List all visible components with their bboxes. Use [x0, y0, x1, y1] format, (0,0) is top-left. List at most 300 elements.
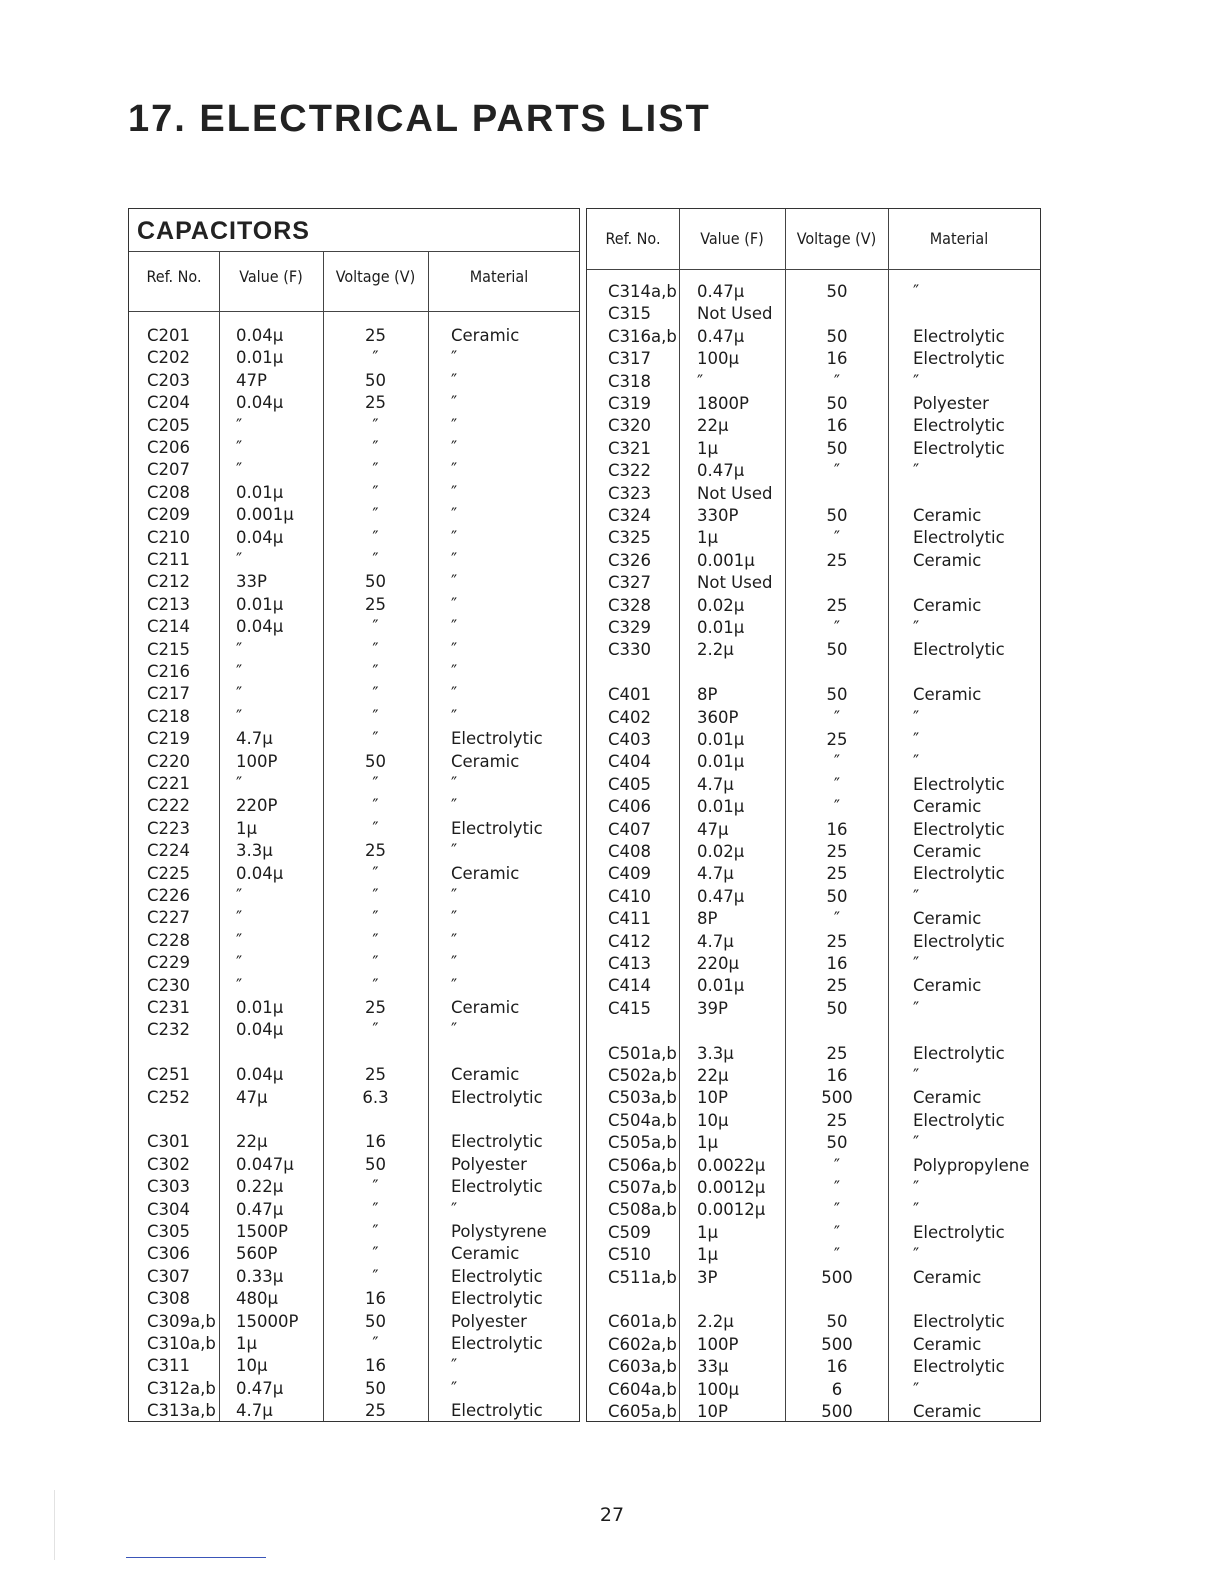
- ref-cell: C605a,b: [608, 1402, 677, 1421]
- voltage-cell: 25: [826, 730, 848, 749]
- table-row: [129, 975, 579, 997]
- ref-cell: C302: [147, 1154, 191, 1174]
- value-cell: 0.33μ: [236, 1266, 284, 1286]
- value-cell: 330P: [697, 506, 739, 525]
- material-cell: Polystyrene: [451, 1222, 547, 1241]
- value-cell: 4.7μ: [697, 774, 734, 794]
- table-row: [587, 662, 1040, 684]
- voltage-cell: ″: [833, 707, 841, 727]
- material-cell: ″: [451, 550, 458, 569]
- voltage-cell: ″: [372, 505, 379, 525]
- voltage-cell: 25: [826, 1043, 848, 1063]
- voltage-cell: 25: [826, 1110, 848, 1130]
- voltage-cell: 500: [821, 1267, 853, 1287]
- table-row: [129, 728, 579, 750]
- value-cell: 8P: [697, 909, 718, 929]
- material-cell: ″: [451, 774, 458, 793]
- table-row: [587, 303, 1040, 325]
- table-row: [587, 1379, 1040, 1401]
- voltage-cell: ″: [833, 1178, 841, 1197]
- table-row: [129, 325, 579, 347]
- table-row: [587, 1110, 1040, 1132]
- voltage-cell: ″: [833, 371, 841, 391]
- material-cell: Polyester: [451, 1311, 527, 1331]
- material-cell: Polypropylene: [913, 1155, 1030, 1175]
- material-cell: Ceramic: [913, 1267, 982, 1287]
- value-cell: 0.001μ: [697, 550, 755, 570]
- value-cell: 0.04μ: [236, 1065, 284, 1085]
- table-row: [587, 1199, 1040, 1221]
- table-row: [129, 1064, 579, 1086]
- value-cell: 100P: [697, 1334, 739, 1354]
- ref-cell: C314a,b: [608, 282, 677, 301]
- value-cell: 22μ: [697, 1066, 729, 1085]
- value-cell: 100μ: [697, 349, 739, 369]
- ref-cell: C510: [608, 1245, 652, 1265]
- ref-cell: C232: [147, 1020, 191, 1040]
- page-title: 17. ELECTRICAL PARTS LIST: [128, 98, 711, 140]
- ref-cell: C501a,b: [608, 1043, 677, 1063]
- table-row: [587, 729, 1040, 751]
- voltage-cell: 25: [365, 594, 386, 614]
- ref-cell: C321: [608, 438, 652, 458]
- ref-cell: C506a,b: [608, 1155, 677, 1175]
- material-cell: Polyester: [913, 394, 989, 413]
- table-row: [587, 841, 1040, 863]
- material-cell: Electrolytic: [451, 1334, 543, 1353]
- material-cell: Ceramic: [451, 863, 520, 883]
- material-cell: Electrolytic: [451, 729, 543, 749]
- table-row: [129, 1199, 579, 1221]
- material-cell: ″: [913, 730, 920, 749]
- table-row: [587, 527, 1040, 549]
- table-row: [129, 661, 579, 683]
- ref-cell: C307: [147, 1266, 191, 1286]
- material-cell: Electrolytic: [913, 819, 1005, 839]
- material-cell: Ceramic: [913, 685, 982, 705]
- material-cell: ″: [451, 594, 458, 614]
- value-cell: 15000P: [236, 1311, 299, 1331]
- voltage-cell: ″: [372, 617, 379, 637]
- ref-cell: C305: [147, 1222, 191, 1241]
- voltage-cell: 500: [821, 1088, 853, 1108]
- value-cell: 0.22μ: [236, 1177, 284, 1197]
- table-row: [587, 953, 1040, 975]
- ref-cell: C404: [608, 752, 652, 772]
- material-cell: ″: [451, 1356, 458, 1376]
- voltage-cell: ″: [833, 797, 841, 817]
- voltage-cell: ″: [833, 528, 841, 548]
- value-cell: ″: [236, 662, 243, 681]
- value-cell: 4.7μ: [236, 729, 273, 749]
- value-cell: 3.3μ: [697, 1043, 734, 1063]
- material-cell: Ceramic: [913, 909, 982, 929]
- value-cell: ″: [236, 684, 243, 704]
- material-cell: Ceramic: [451, 751, 520, 771]
- material-cell: ″: [913, 618, 920, 637]
- ref-cell: C503a,b: [608, 1088, 677, 1108]
- value-cell: 0.0012μ: [697, 1200, 766, 1220]
- value-cell: ″: [236, 953, 243, 973]
- divider: [129, 311, 579, 312]
- table-row: [587, 684, 1040, 706]
- voltage-cell: ″: [372, 1266, 379, 1286]
- material-cell: Polyester: [451, 1154, 527, 1174]
- value-cell: 0.04μ: [236, 393, 284, 413]
- table-row: [129, 482, 579, 504]
- material-cell: Ceramic: [913, 1088, 982, 1108]
- value-cell: ″: [697, 371, 704, 391]
- value-cell: 3.3μ: [236, 841, 273, 861]
- ref-cell: C413: [608, 954, 652, 973]
- voltage-cell: 50: [826, 998, 848, 1018]
- value-cell: 1μ: [697, 1133, 718, 1153]
- voltage-cell: 25: [826, 595, 848, 615]
- value-cell: 0.04μ: [236, 326, 284, 345]
- value-cell: 33μ: [697, 1357, 729, 1377]
- value-cell: 100P: [236, 751, 278, 771]
- voltage-cell: ″: [833, 909, 841, 929]
- material-cell: Electrolytic: [913, 774, 1005, 794]
- table-row: [587, 1065, 1040, 1087]
- value-cell: 0.47μ: [697, 282, 745, 301]
- value-cell: 4.7μ: [697, 931, 734, 951]
- material-cell: Electrolytic: [451, 1177, 543, 1197]
- value-cell: 3P: [697, 1267, 718, 1287]
- value-cell: 1800P: [697, 394, 749, 413]
- value-cell: 1μ: [236, 818, 257, 838]
- value-cell: 0.01μ: [697, 618, 745, 637]
- voltage-cell: 16: [826, 954, 848, 973]
- table-row: [129, 952, 579, 974]
- value-cell: 10μ: [697, 1110, 729, 1130]
- ref-cell: C222: [147, 796, 191, 816]
- ref-cell: C204: [147, 393, 191, 413]
- voltage-cell: 16: [826, 819, 848, 839]
- voltage-cell: ″: [833, 618, 841, 637]
- material-cell: ″: [451, 908, 458, 928]
- table-row: [129, 706, 579, 728]
- table-row: [587, 1356, 1040, 1378]
- material-cell: Electrolytic: [913, 1222, 1005, 1242]
- material-cell: Ceramic: [451, 1065, 520, 1085]
- material-cell: ″: [451, 639, 458, 659]
- voltage-cell: 50: [365, 1378, 386, 1398]
- ref-cell: C509: [608, 1222, 652, 1242]
- material-cell: Electrolytic: [913, 1110, 1005, 1130]
- value-cell: ″: [236, 550, 243, 569]
- table-row: [587, 1289, 1040, 1311]
- value-cell: ″: [236, 706, 243, 726]
- value-cell: ″: [236, 908, 243, 928]
- material-cell: ″: [913, 371, 920, 391]
- ref-cell: C323: [608, 483, 652, 503]
- table-row: [129, 392, 579, 414]
- ref-cell: C311: [147, 1356, 191, 1376]
- material-cell: ″: [913, 954, 920, 973]
- ref-cell: C312a,b: [147, 1378, 216, 1398]
- table-row: [587, 639, 1040, 661]
- voltage-cell: 25: [365, 326, 386, 345]
- voltage-cell: ″: [372, 1020, 379, 1040]
- ref-cell: C229: [147, 953, 191, 973]
- value-cell: 0.04μ: [236, 617, 284, 637]
- ref-cell: C315: [608, 304, 652, 324]
- material-cell: ″: [451, 930, 458, 950]
- table-row: [587, 931, 1040, 953]
- value-cell: 220P: [236, 796, 278, 816]
- voltage-cell: 50: [826, 685, 848, 705]
- footer-rule: [126, 1557, 266, 1558]
- ref-cell: C409: [608, 864, 652, 884]
- voltage-cell: ″: [372, 818, 379, 838]
- ref-cell: C327: [608, 573, 652, 593]
- table-row: [587, 1401, 1040, 1423]
- value-cell: 0.47μ: [697, 461, 745, 481]
- voltage-cell: ″: [372, 796, 379, 816]
- table-row: [129, 818, 579, 840]
- ref-cell: C211: [147, 550, 191, 569]
- voltage-cell: 25: [365, 1401, 386, 1421]
- voltage-cell: 50: [826, 1133, 848, 1153]
- voltage-cell: 16: [365, 1132, 386, 1152]
- ref-cell: C507a,b: [608, 1178, 677, 1197]
- ref-cell: C208: [147, 482, 191, 502]
- voltage-cell: ″: [372, 886, 379, 905]
- value-cell: ″: [236, 774, 243, 793]
- voltage-cell: 50: [365, 370, 386, 390]
- table-row: [129, 616, 579, 638]
- material-cell: ″: [451, 505, 458, 525]
- table-row: [587, 415, 1040, 437]
- ref-cell: C414: [608, 976, 652, 996]
- voltage-cell: ″: [372, 684, 379, 704]
- value-cell: 0.02μ: [697, 842, 745, 861]
- value-cell: 22μ: [236, 1132, 268, 1152]
- ref-cell: C325: [608, 528, 652, 548]
- value-cell: 10P: [697, 1088, 728, 1108]
- column-header-material: Material: [469, 267, 529, 286]
- value-cell: 0.01μ: [236, 482, 284, 502]
- ref-cell: C601a,b: [608, 1312, 677, 1332]
- material-cell: Ceramic: [913, 976, 982, 996]
- ref-cell: C403: [608, 730, 652, 749]
- voltage-cell: ″: [372, 1177, 379, 1197]
- material-cell: ″: [451, 975, 458, 995]
- voltage-cell: 25: [826, 931, 848, 951]
- value-cell: 0.47μ: [697, 886, 745, 906]
- voltage-cell: ″: [372, 662, 379, 681]
- value-cell: 0.01μ: [236, 348, 284, 368]
- voltage-cell: ″: [372, 930, 379, 950]
- material-cell: Electrolytic: [913, 438, 1005, 458]
- table-row: [587, 863, 1040, 885]
- voltage-cell: ″: [372, 527, 379, 547]
- voltage-cell: 500: [821, 1402, 853, 1421]
- voltage-cell: 50: [826, 282, 848, 301]
- voltage-cell: 50: [826, 394, 848, 413]
- value-cell: Not Used: [697, 304, 773, 324]
- voltage-cell: ″: [833, 1200, 841, 1220]
- material-cell: ″: [451, 706, 458, 726]
- table-row: [587, 1267, 1040, 1289]
- ref-cell: C306: [147, 1244, 191, 1264]
- page-number: 27: [599, 1504, 625, 1526]
- table-row: [129, 907, 579, 929]
- voltage-cell: 50: [365, 1154, 386, 1174]
- material-cell: Electrolytic: [451, 1289, 543, 1309]
- table-row: [587, 595, 1040, 617]
- table-row: [587, 1155, 1040, 1177]
- value-cell: 560P: [236, 1244, 278, 1264]
- ref-cell: C511a,b: [608, 1267, 677, 1287]
- table-row: [587, 908, 1040, 930]
- ref-cell: C301: [147, 1132, 191, 1152]
- voltage-cell: ″: [833, 752, 841, 772]
- material-cell: ″: [451, 1378, 458, 1398]
- table-row: [587, 1020, 1040, 1042]
- value-cell: 4.7μ: [236, 1401, 273, 1421]
- material-cell: ″: [913, 1178, 920, 1197]
- table-row: [129, 773, 579, 795]
- table-row: [587, 1311, 1040, 1333]
- value-cell: 0.01μ: [236, 594, 284, 614]
- table-row: [129, 863, 579, 885]
- ref-cell: C402: [608, 707, 652, 727]
- table-row: [129, 1131, 579, 1153]
- ref-cell: C221: [147, 774, 191, 793]
- ref-cell: C410: [608, 886, 652, 906]
- value-cell: 0.001μ: [236, 505, 294, 525]
- voltage-cell: 16: [826, 1066, 848, 1085]
- voltage-cell: 16: [365, 1356, 386, 1376]
- value-cell: 0.0022μ: [697, 1155, 766, 1175]
- table-row: [587, 326, 1040, 348]
- table-row: [129, 930, 579, 952]
- value-cell: 10μ: [236, 1356, 268, 1376]
- voltage-cell: ″: [833, 1222, 841, 1242]
- table-row: [587, 819, 1040, 841]
- value-cell: 22μ: [697, 416, 729, 436]
- voltage-cell: 6: [831, 1379, 843, 1399]
- material-cell: Ceramic: [913, 1402, 982, 1421]
- ref-cell: C205: [147, 415, 191, 435]
- table-row: [587, 975, 1040, 997]
- voltage-cell: 25: [365, 1065, 386, 1085]
- ref-cell: C224: [147, 841, 191, 861]
- value-cell: 0.0012μ: [697, 1178, 766, 1197]
- value-cell: 10P: [697, 1402, 728, 1421]
- voltage-cell: 25: [365, 841, 386, 861]
- material-cell: ″: [913, 752, 920, 772]
- material-cell: Electrolytic: [913, 864, 1005, 884]
- value-cell: 47μ: [697, 819, 729, 839]
- table-row: [129, 571, 579, 593]
- table-row: [129, 1400, 579, 1422]
- voltage-cell: 50: [826, 506, 848, 525]
- material-cell: ″: [451, 617, 458, 637]
- value-cell: Not Used: [697, 483, 773, 503]
- material-cell: Electrolytic: [913, 640, 1005, 660]
- voltage-cell: ″: [372, 1244, 379, 1264]
- table-row: [587, 550, 1040, 572]
- divider: [129, 251, 579, 252]
- voltage-cell: ″: [372, 1222, 379, 1241]
- table-row: [129, 504, 579, 526]
- table-row: [129, 1311, 579, 1333]
- table-row: [587, 1132, 1040, 1154]
- value-cell: 33P: [236, 572, 267, 592]
- voltage-cell: 50: [365, 572, 386, 592]
- table-row: [587, 707, 1040, 729]
- ref-cell: C251: [147, 1065, 191, 1085]
- material-cell: ″: [451, 886, 458, 905]
- value-cell: 1μ: [697, 528, 718, 548]
- value-cell: ″: [236, 930, 243, 950]
- table-row: [587, 1043, 1040, 1065]
- ref-cell: C320: [608, 416, 652, 436]
- table-row: [587, 1177, 1040, 1199]
- table-row: [129, 795, 579, 817]
- voltage-cell: ″: [372, 1199, 379, 1219]
- material-cell: ″: [913, 1133, 920, 1153]
- voltage-cell: 500: [821, 1334, 853, 1354]
- material-cell: ″: [451, 460, 458, 480]
- table-row: [587, 617, 1040, 639]
- divider: [587, 269, 1040, 270]
- voltage-cell: ″: [372, 706, 379, 726]
- ref-cell: C225: [147, 863, 191, 883]
- table-row: [587, 774, 1040, 796]
- material-cell: Electrolytic: [913, 1357, 1005, 1377]
- value-cell: ″: [236, 460, 243, 480]
- value-cell: 0.047μ: [236, 1154, 294, 1174]
- voltage-cell: ″: [833, 1155, 841, 1175]
- table-row: [129, 683, 579, 705]
- ref-cell: C215: [147, 639, 191, 659]
- voltage-cell: 25: [826, 550, 848, 570]
- material-cell: Ceramic: [913, 550, 982, 570]
- table-row: [587, 371, 1040, 393]
- ref-cell: C411: [608, 909, 652, 929]
- value-cell: 100μ: [697, 1379, 739, 1399]
- material-cell: Electrolytic: [451, 1087, 543, 1107]
- material-cell: ″: [451, 684, 458, 704]
- material-cell: Electrolytic: [913, 931, 1005, 951]
- material-cell: ″: [913, 1200, 920, 1220]
- value-cell: 39P: [697, 998, 728, 1018]
- voltage-cell: 50: [365, 751, 386, 771]
- material-cell: ″: [451, 953, 458, 973]
- table-row: [587, 796, 1040, 818]
- value-cell: 1μ: [697, 438, 718, 458]
- table-row: [129, 1019, 579, 1041]
- voltage-cell: 50: [826, 886, 848, 906]
- value-cell: 0.01μ: [697, 797, 745, 817]
- material-cell: ″: [451, 1199, 458, 1219]
- table-row: [129, 997, 579, 1019]
- voltage-cell: ″: [372, 863, 379, 883]
- table-row: [129, 370, 579, 392]
- table-row: [129, 527, 579, 549]
- table-row: [587, 281, 1040, 303]
- material-cell: ″: [913, 707, 920, 727]
- ref-cell: C210: [147, 527, 191, 547]
- column-header-value: Value (F): [700, 229, 764, 248]
- ref-cell: C216: [147, 662, 191, 681]
- value-cell: 480μ: [236, 1289, 278, 1309]
- table-row: [129, 1176, 579, 1198]
